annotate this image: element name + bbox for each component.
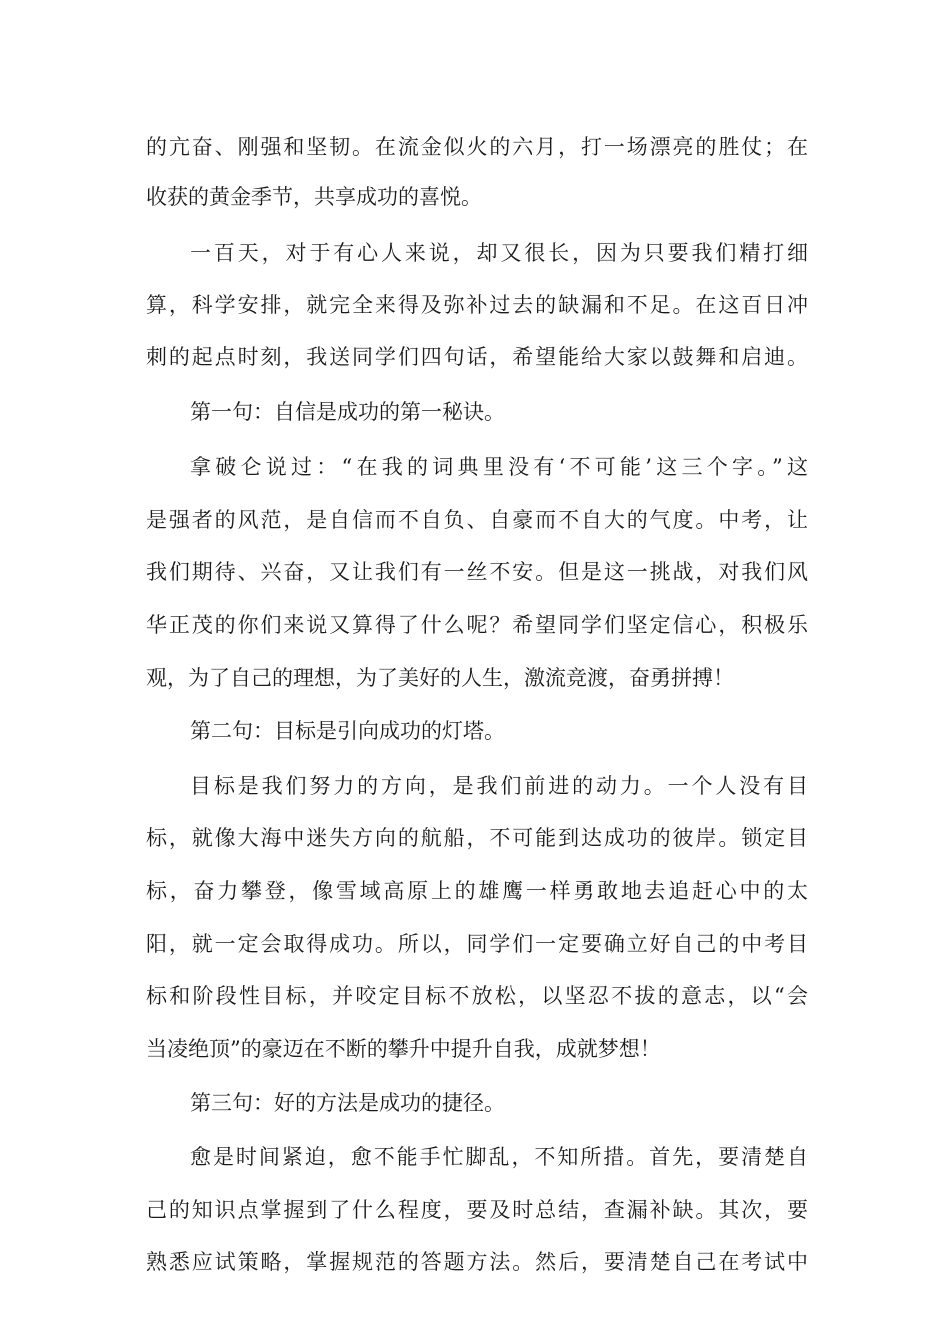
text-line: 收获的黄金季节，共享成功的喜悦。 [146,185,482,209]
text-line: 我们期待、兴奋，又让我们有一丝不安。但是这一挑战，对我们风 [146,560,808,584]
text-line: 标，就像大海中迷失方向的航船，不可能到达成功的彼岸。锁定目 [146,826,808,850]
text-line: 标和阶段性目标，并咬定目标不放松，以坚忍不拔的意志，以“会 [146,984,808,1008]
text-line: 当凌绝顶”的豪迈在不断的攀升中提升自我，成就梦想！ [146,1037,661,1061]
paragraph-first-line: 愈是时间紧迫，愈不能手忙脚乱，不知所措。首先，要清楚自 [190,1145,808,1169]
text-line: 的亢奋、刚强和坚韧。在流金似火的六月，打一场漂亮的胜仗；在 [146,135,808,159]
text-line: 华正茂的你们来说又算得了什么呢？希望同学们坚定信心，积极乐 [146,613,808,637]
section-heading-2: 第二句：目标是引向成功的灯塔。 [190,719,505,743]
text-line: 熟悉应试策略，掌握规范的答题方法。然后，要清楚自己在考试中 [146,1250,808,1274]
paragraph-first-line: 拿破仑说过：“在我的词典里没有‘不可能’这三个字。”这 [190,455,808,479]
text-line: 刺的起点时刻，我送同学们四句话，希望能给大家以鼓舞和启迪。 [146,345,808,369]
section-heading-3: 第三句：好的方法是成功的捷径。 [190,1091,505,1115]
text-line: 标，奋力攀登，像雪域高原上的雄鹰一样勇敢地去追赶心中的太 [146,879,808,903]
paragraph-first-line: 一百天，对于有心人来说，却又很长，因为只要我们精打细 [190,241,808,265]
text-line: 是强者的风范，是自信而不自负、自豪而不自大的气度。中考，让 [146,508,808,532]
text-line: 算，科学安排，就完全来得及弥补过去的缺漏和不足。在这百日冲 [146,293,808,317]
paragraph-first-line: 目标是我们努力的方向，是我们前进的动力。一个人没有目 [190,774,808,798]
text-line: 己的知识点掌握到了什么程度，要及时总结，查漏补缺。其次，要 [146,1198,808,1222]
section-heading-1: 第一句：自信是成功的第一秘诀。 [190,400,505,424]
text-line: 阳，就一定会取得成功。所以，同学们一定要确立好自己的中考目 [146,932,808,956]
text-line: 观，为了自己的理想，为了美好的人生，激流竞渡，奋勇拼搏！ [146,666,734,690]
